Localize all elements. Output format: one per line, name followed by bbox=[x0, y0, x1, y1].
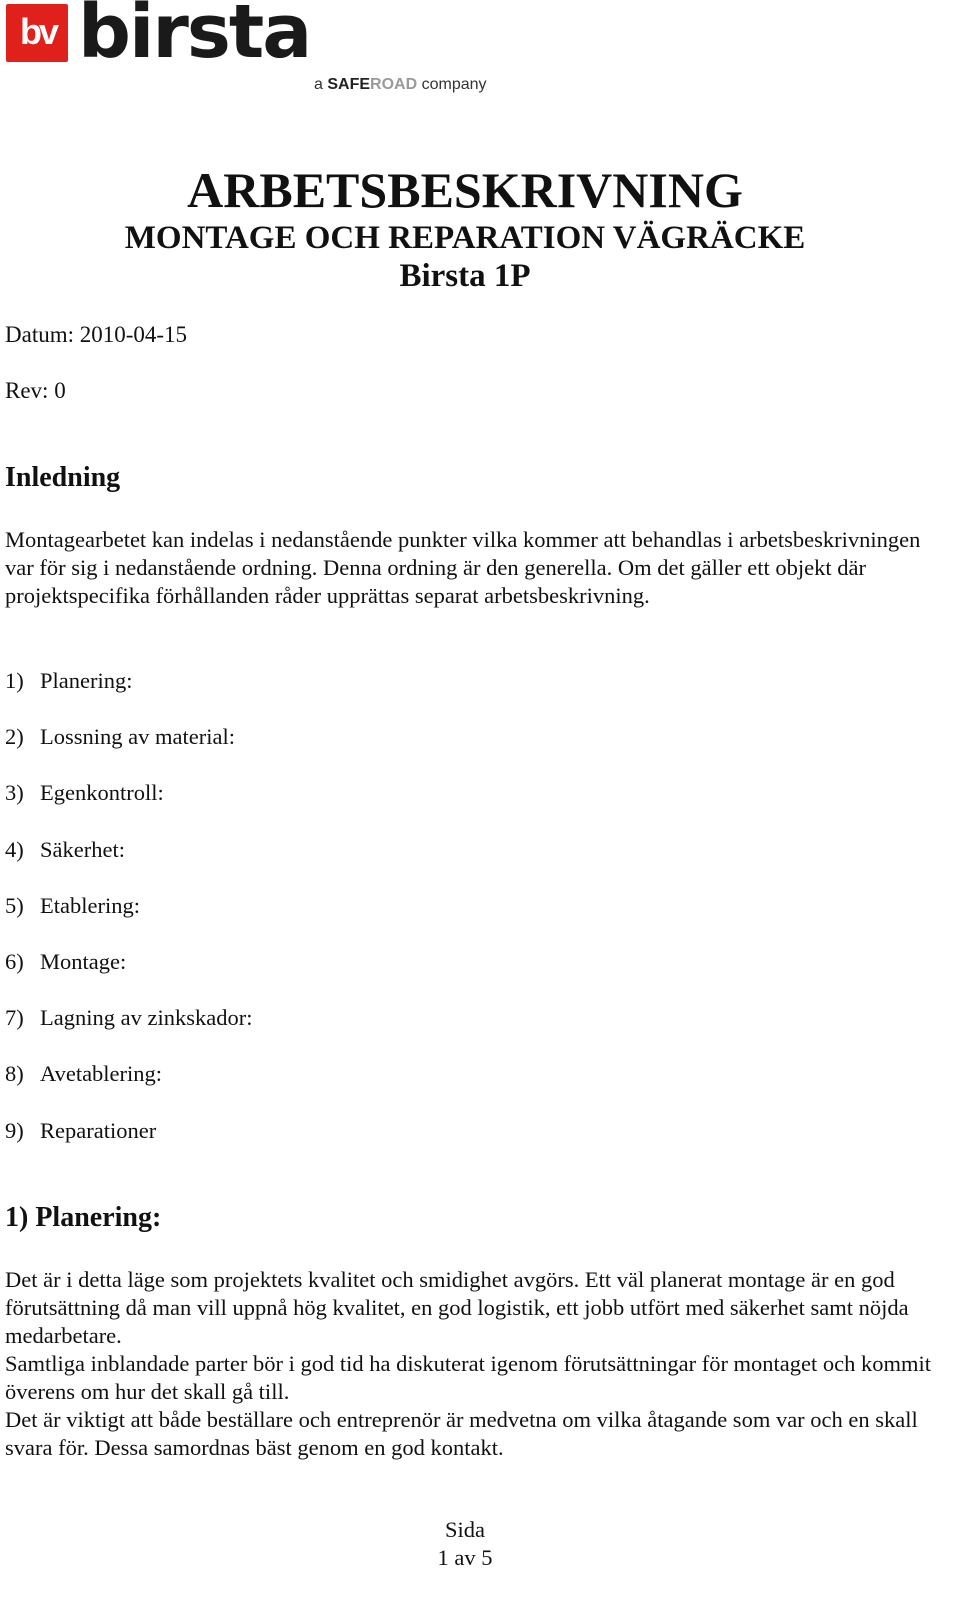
document-subtitle: MONTAGE OCH REPARATION VÄGRÄCKE bbox=[124, 220, 806, 256]
section-list-item bbox=[5, 778, 252, 834]
footer-page-number: 1 av 5 bbox=[437, 1545, 493, 1570]
section-list-item bbox=[5, 666, 252, 722]
planning-paragraph: Samtliga inblandade parter bör i god tid ha diskuterat igenom förutsättningar för montaget och kommit överens om hur det skall gå till. bbox=[5, 1351, 932, 1404]
section-list-label: Etablering: bbox=[40, 892, 140, 918]
section-list-item bbox=[5, 1003, 252, 1059]
section-list bbox=[5, 666, 252, 1172]
intro-paragraph: Montagearbetet kan indelas i nedanstående punkter vilka kommer att behandlas i arbetsbeskrivningen var för sig i nedanstående ordning. Denna ordning är den generella. Om det gäller ett objekt där projektspecifika förhållanden råder upprättas separat arbetsbeskrivning. bbox=[5, 527, 921, 608]
section-list-label: Egenkontroll: bbox=[40, 780, 164, 806]
logo-badge-text: bv bbox=[19, 11, 56, 52]
section-list-number: 7) bbox=[5, 1005, 24, 1031]
planning-paragraph: Det är viktigt att både beställare och entreprenör är medvetna om vilka åtagande som var och en skall svara för. Dessa samordnas bäst genom en god kontakt. bbox=[5, 1407, 918, 1460]
document-date: Datum: 2010-04-15 bbox=[5, 322, 188, 347]
section-heading-intro: Inledning bbox=[5, 462, 121, 493]
section-list-label: Lagning av zinkskador: bbox=[40, 1005, 253, 1031]
section-list-number: 5) bbox=[5, 892, 24, 918]
section-list-item bbox=[5, 1116, 252, 1172]
section-list-item bbox=[5, 835, 252, 891]
planning-body bbox=[5, 1266, 935, 1462]
company-logo bbox=[4, 0, 504, 100]
section-list-item bbox=[5, 1059, 252, 1115]
section-list-label: Lossning av material: bbox=[40, 724, 235, 750]
section-list-item bbox=[5, 947, 252, 1003]
tagline-brand-safe: SAFE bbox=[327, 76, 371, 93]
section-list-label: Reparationer bbox=[40, 1117, 157, 1143]
logo-wordmark: birsta bbox=[78, 0, 311, 75]
section-list-number: 4) bbox=[5, 836, 24, 862]
section-list-item bbox=[5, 891, 252, 947]
document-title: ARBETSBESKRIVNING bbox=[187, 162, 743, 218]
section-list-number: 2) bbox=[5, 724, 24, 750]
logo-badge bbox=[6, 4, 68, 62]
footer-label: Sida bbox=[444, 1517, 485, 1542]
page-footer bbox=[0, 1516, 930, 1572]
section-list-label: Planering: bbox=[40, 668, 133, 693]
section-list-number: 3) bbox=[5, 780, 24, 806]
section-list-number: 9) bbox=[5, 1117, 24, 1143]
section-list-number: 1) bbox=[5, 668, 24, 693]
tagline-prefix: a bbox=[314, 76, 323, 93]
planning-paragraph: Det är i detta läge som projektets kvalitet och smidighet avgörs. Ett väl planerat montage är en god förutsättning då man vill uppnå hög kvalitet, en god logistik, ett jobb utfört med säkerhet samt nöjda medarbetare. bbox=[5, 1267, 909, 1348]
section-list-label: Säkerhet: bbox=[40, 836, 125, 862]
section-list-number: 8) bbox=[5, 1061, 24, 1087]
section-list-number: 6) bbox=[5, 948, 24, 974]
tagline-suffix: company bbox=[421, 76, 487, 93]
logo-tagline bbox=[314, 76, 487, 94]
section-list-label: Avetablering: bbox=[40, 1061, 163, 1087]
section-list-label: Montage: bbox=[40, 948, 127, 974]
section-heading-planning: 1) Planering: bbox=[5, 1202, 162, 1233]
tagline-brand-road: ROAD bbox=[370, 76, 418, 93]
document-revision: Rev: 0 bbox=[5, 378, 66, 403]
section-list-item bbox=[5, 722, 252, 778]
document-product-name: Birsta 1P bbox=[399, 258, 531, 294]
